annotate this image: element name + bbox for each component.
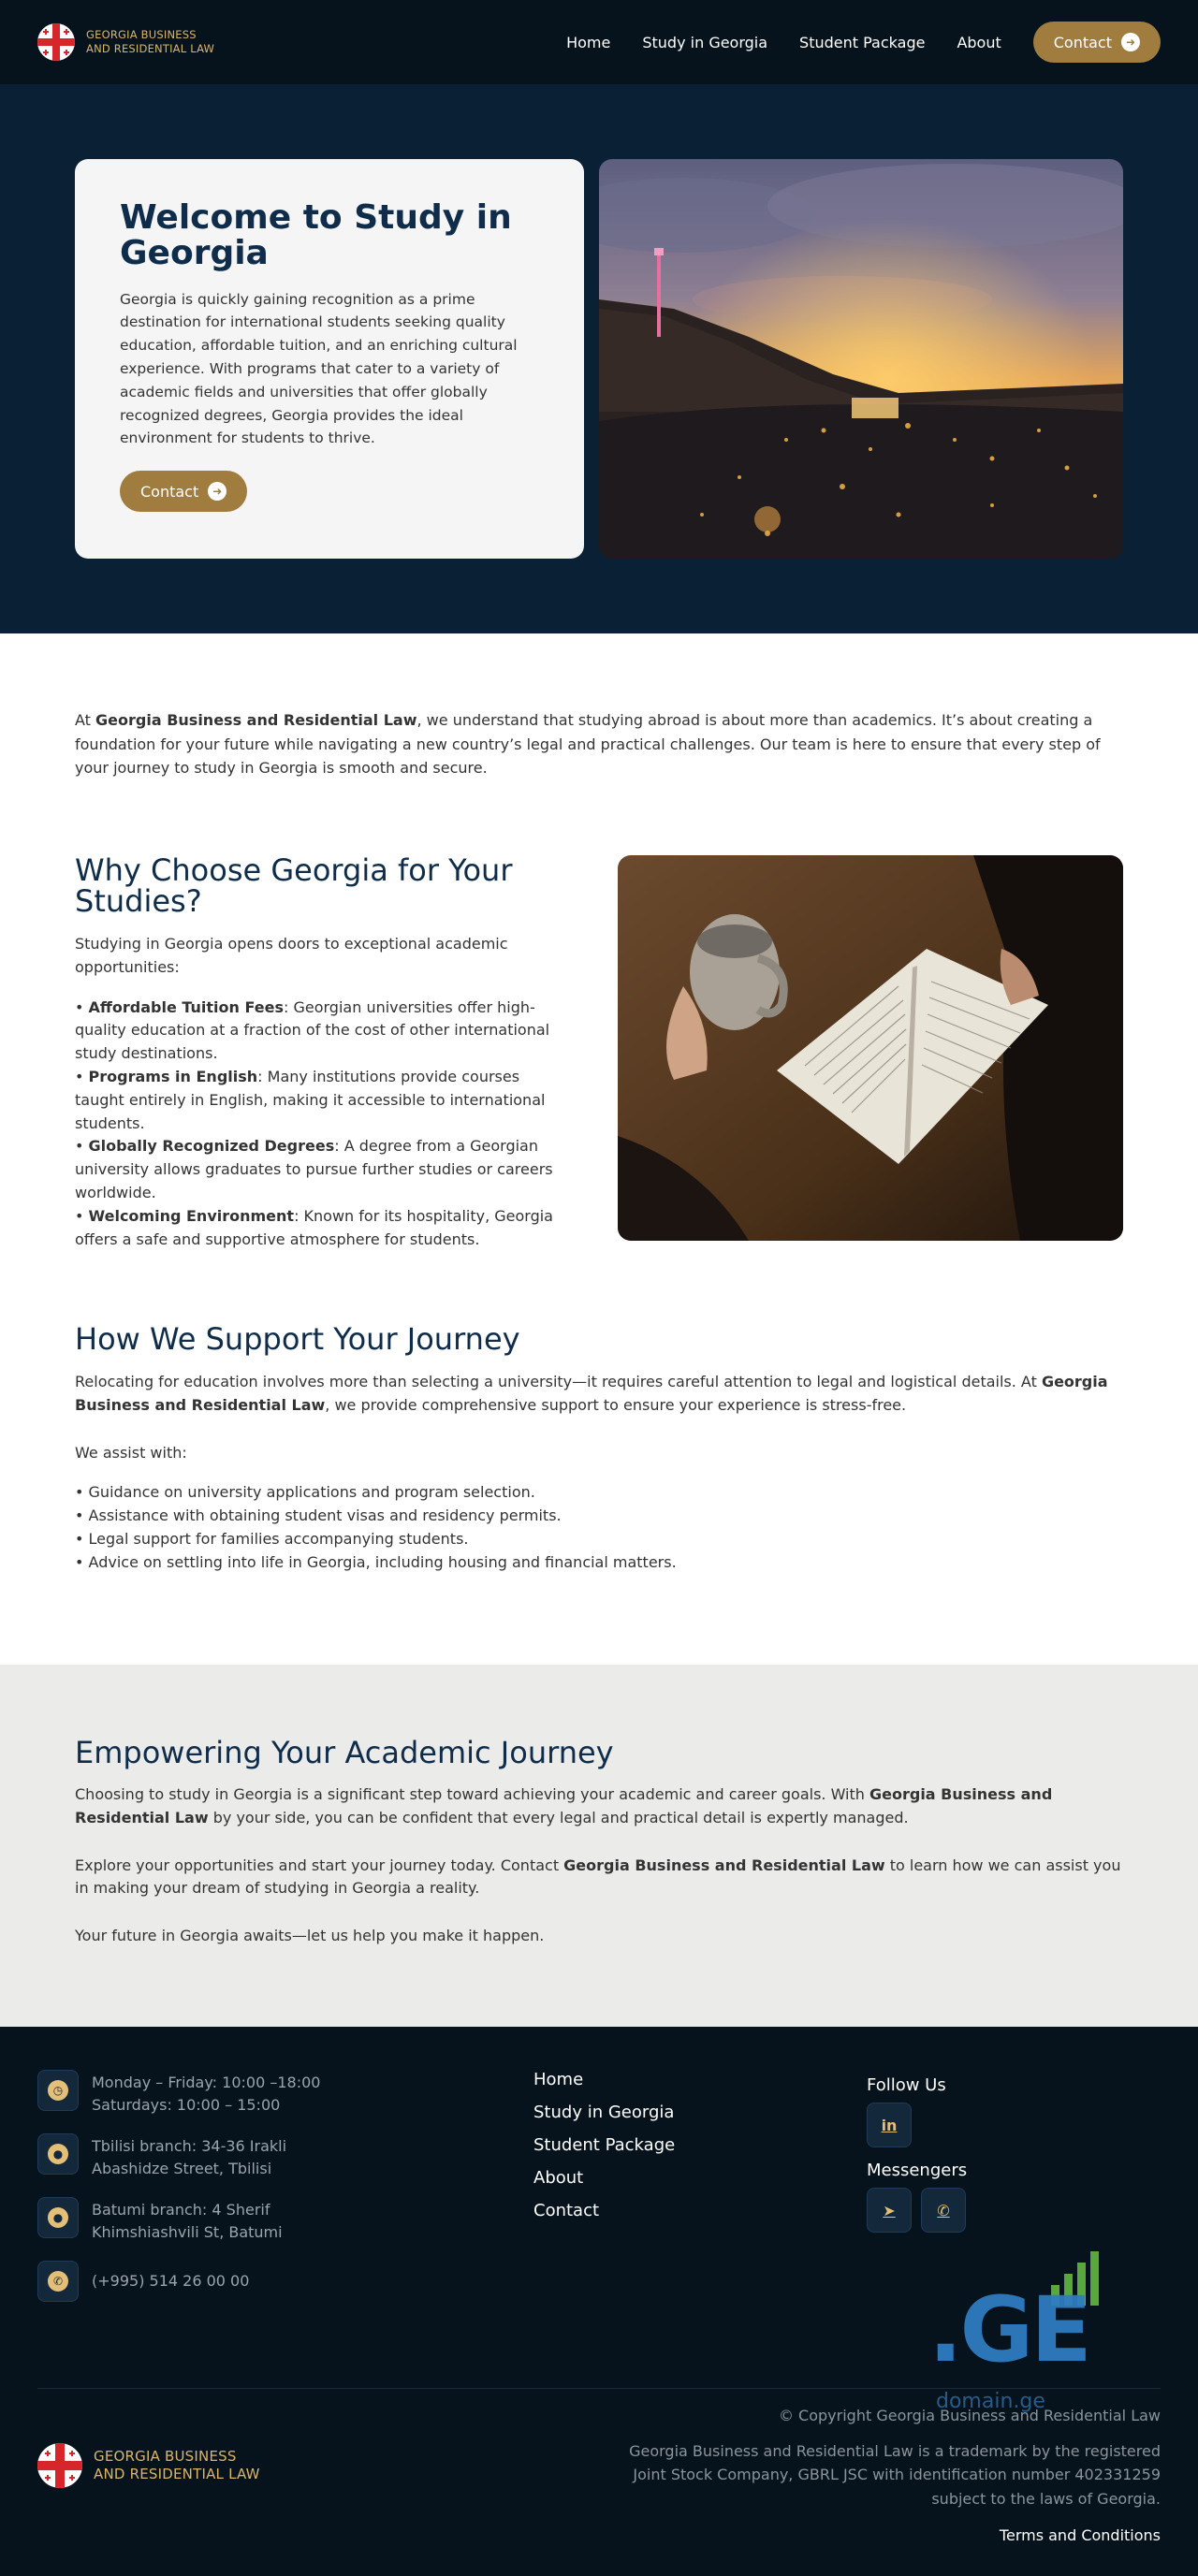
list-item: • Guidance on university applications and program selection. bbox=[75, 1481, 1123, 1505]
support-brand: Georgia Business and Residential Law bbox=[75, 1372, 1108, 1414]
batumi-address-2: Khimshiashvili St, Batumi bbox=[92, 2223, 283, 2242]
hero-card bbox=[75, 159, 584, 559]
phone-number[interactable]: (+995) 514 26 00 00 bbox=[92, 2272, 250, 2291]
support-post: , we provide comprehensive support to ensure your experience is stress-free. bbox=[325, 1395, 907, 1414]
footer-brand-line-2: AND RESIDENTIAL LAW bbox=[94, 2466, 260, 2483]
main-content bbox=[75, 633, 1123, 1665]
empower-p1-post: by your side, you can be confident that every legal and practical detail is expertly managed. bbox=[208, 1808, 909, 1826]
empower-paragraph-2 bbox=[75, 1855, 1123, 1901]
hours-weekdays: Monday – Friday: 10:00 –18:00 bbox=[92, 2074, 321, 2092]
list-item-title: Globally Recognized Degrees bbox=[88, 1137, 335, 1156]
empower-paragraph-3: Your future in Georgia awaits—let us help you make it happen. bbox=[75, 1927, 545, 1945]
support-section bbox=[75, 1321, 1123, 1664]
intro-pre: At bbox=[75, 711, 96, 729]
empower-paragraph-1 bbox=[75, 1783, 1123, 1830]
intro-paragraph bbox=[75, 633, 1123, 780]
list-item: • Advice on settling into life in Georgia, including housing and financial matters. bbox=[75, 1551, 1123, 1575]
brand-logo[interactable] bbox=[37, 23, 214, 61]
header-contact-label: Contact bbox=[1053, 33, 1112, 51]
list-item-title: Welcoming Environment bbox=[88, 1206, 295, 1225]
ge-logo-text: .GE bbox=[928, 2278, 1089, 2383]
footer-nav-study-in-georgia[interactable]: Study in Georgia bbox=[533, 2103, 675, 2123]
hero-text: Georgia is quickly gaining recognition as a prime destination for international students seeking quality education, affordable tuition, and an enriching cultural experience. With programs that cater to a variety of academic fields and universities that offer globally recognized degrees, Georgia provides the ideal environment for students to thrive. bbox=[120, 290, 518, 447]
main-nav bbox=[566, 22, 1161, 63]
working-hours bbox=[37, 2070, 533, 2117]
header-contact-button[interactable] bbox=[1033, 22, 1161, 63]
nav-student-package[interactable]: Student Package bbox=[799, 33, 926, 51]
list-item bbox=[75, 1205, 571, 1252]
legal-line-2: Joint Stock Company, GBRL JSC with identification number 402331259 bbox=[633, 2466, 1161, 2484]
tbilisi-address-2: Abashidze Street, Tbilisi bbox=[92, 2160, 272, 2178]
intro-brand: Georgia Business and Residential Law bbox=[95, 711, 417, 729]
footer-nav-student-package[interactable]: Student Package bbox=[533, 2135, 676, 2156]
footer-nav-home[interactable]: Home bbox=[533, 2070, 584, 2090]
support-pre: Relocating for education involves more than selecting a university—it requires careful attention to legal and logistical details. At bbox=[75, 1372, 1042, 1390]
footer-nav-contact[interactable]: Contact bbox=[533, 2201, 600, 2221]
clock-icon: ◷ bbox=[37, 2070, 79, 2111]
tbilisi-sunset-image bbox=[599, 159, 1123, 559]
nav-about[interactable]: About bbox=[957, 33, 1001, 51]
follow-us-heading: Follow Us bbox=[867, 2075, 946, 2096]
list-item: • Assistance with obtaining student visas and residency permits. bbox=[75, 1505, 1123, 1528]
empower-p2-brand: Georgia Business and Residential Law bbox=[563, 1856, 885, 1874]
footer-nav bbox=[533, 2070, 867, 2319]
linkedin-icon[interactable]: in bbox=[867, 2103, 912, 2147]
tbilisi-address-1: Tbilisi branch: 34-36 Irakli bbox=[92, 2137, 287, 2156]
empower-p2-pre: Explore your opportunities and start your journey today. Contact bbox=[75, 1856, 564, 1874]
empower-title: Empowering Your Academic Journey bbox=[75, 1734, 614, 1770]
intro-post: , we understand that studying abroad is about more than academics. It’s about creating a foundation for your future while navigating a new country’s legal and practical challenges. Our team is here to ensure that every step of your journey to study in Georgia is smooth and secure. bbox=[75, 711, 1101, 778]
arrow-right-icon: ➜ bbox=[208, 482, 226, 501]
support-title: How We Support Your Journey bbox=[75, 1321, 520, 1358]
hours-saturday: Saturdays: 10:00 – 15:00 bbox=[92, 2096, 281, 2115]
whatsapp-icon[interactable]: ✆ bbox=[921, 2188, 966, 2233]
footer-brand-line-1: GEORGIA BUSINESS bbox=[94, 2447, 237, 2465]
ge-logo-subtitle: domain.ge bbox=[936, 2390, 1045, 2414]
empower-p2-post: to learn how we can assist you in making your dream of studying in Georgia a reality. bbox=[75, 1856, 1121, 1898]
legal-line-1: Georgia Business and Residential Law is a trademark by the registered bbox=[629, 2441, 1161, 2460]
empower-p1-pre: Choosing to study in Georgia is a significant step toward achieving your academic and career goals. With bbox=[75, 1785, 869, 1804]
empower-section bbox=[0, 1665, 1198, 2028]
footer-brand-name bbox=[94, 2448, 260, 2484]
copyright: © Copyright Georgia Business and Residential Law bbox=[778, 2407, 1161, 2425]
tbilisi-branch bbox=[37, 2133, 533, 2180]
hero-title: Welcome to Study in Georgia bbox=[120, 198, 512, 272]
assist-label: We assist with: bbox=[75, 1443, 187, 1462]
site-header bbox=[0, 0, 1198, 84]
batumi-branch bbox=[37, 2197, 533, 2244]
list-item-title: Programs in English bbox=[88, 1067, 258, 1085]
arrow-right-icon: ➜ bbox=[1121, 33, 1140, 51]
nav-study-in-georgia[interactable]: Study in Georgia bbox=[642, 33, 768, 51]
nav-home[interactable]: Home bbox=[566, 33, 611, 51]
georgia-flag-icon bbox=[37, 23, 75, 61]
list-item bbox=[75, 1135, 571, 1204]
phone-row[interactable] bbox=[37, 2261, 533, 2302]
book-reading-image bbox=[618, 855, 1123, 1241]
list-item-text: : Georgian universities offer high-quality education at a fraction of the cost of other international study destinations. bbox=[75, 997, 550, 1063]
brand-name bbox=[86, 28, 214, 56]
assist-list bbox=[75, 1481, 1123, 1574]
brand-line-2: AND RESIDENTIAL LAW bbox=[86, 42, 215, 55]
domain-ge-badge[interactable] bbox=[928, 2251, 1116, 2414]
footer-brand-logo[interactable] bbox=[37, 2443, 260, 2488]
georgia-flag-icon bbox=[37, 2443, 82, 2488]
hero-section bbox=[0, 84, 1198, 633]
empower-p1-brand: Georgia Business and Residential Law bbox=[75, 1785, 1053, 1826]
list-item-title: Affordable Tuition Fees bbox=[88, 997, 284, 1016]
list-item-text: : Known for its hospitality, Georgia offers a safe and supportive atmosphere for students. bbox=[75, 1206, 553, 1248]
list-item-text: : A degree from a Georgian university allows graduates to pursue further studies or careers worldwide. bbox=[75, 1137, 553, 1201]
list-item bbox=[75, 997, 571, 1066]
phone-icon: ✆ bbox=[37, 2261, 79, 2302]
legal-info bbox=[608, 2404, 1161, 2548]
telegram-icon[interactable]: ➤ bbox=[867, 2188, 912, 2233]
support-paragraph bbox=[75, 1371, 1123, 1418]
messengers-heading: Messengers bbox=[867, 2161, 968, 2181]
footer-nav-about[interactable]: About bbox=[533, 2168, 584, 2189]
site-footer bbox=[0, 2027, 1198, 2576]
why-list bbox=[75, 997, 571, 1252]
why-georgia-section bbox=[75, 851, 1123, 1252]
list-item-text: : Many institutions provide courses taught entirely in English, making it accessible to international students. bbox=[75, 1067, 546, 1132]
legal-line-3: subject to the laws of Georgia. bbox=[931, 2489, 1161, 2508]
footer-contacts bbox=[37, 2070, 533, 2319]
hero-contact-button[interactable] bbox=[120, 471, 247, 512]
location-pin-icon: ● bbox=[37, 2133, 79, 2175]
list-item bbox=[75, 1066, 571, 1135]
list-item: • Legal support for families accompanying students. bbox=[75, 1528, 1123, 1551]
location-pin-icon: ● bbox=[37, 2197, 79, 2238]
why-lead: Studying in Georgia opens doors to exceptional academic opportunities: bbox=[75, 934, 508, 976]
terms-link[interactable]: Terms and Conditions bbox=[999, 2526, 1161, 2545]
batumi-address-1: Batumi branch: 4 Sherif bbox=[92, 2201, 270, 2219]
brand-line-1: GEORGIA BUSINESS bbox=[86, 28, 197, 42]
hero-contact-label: Contact bbox=[140, 482, 199, 501]
why-title: Why Choose Georgia for Your Studies? bbox=[75, 851, 513, 920]
